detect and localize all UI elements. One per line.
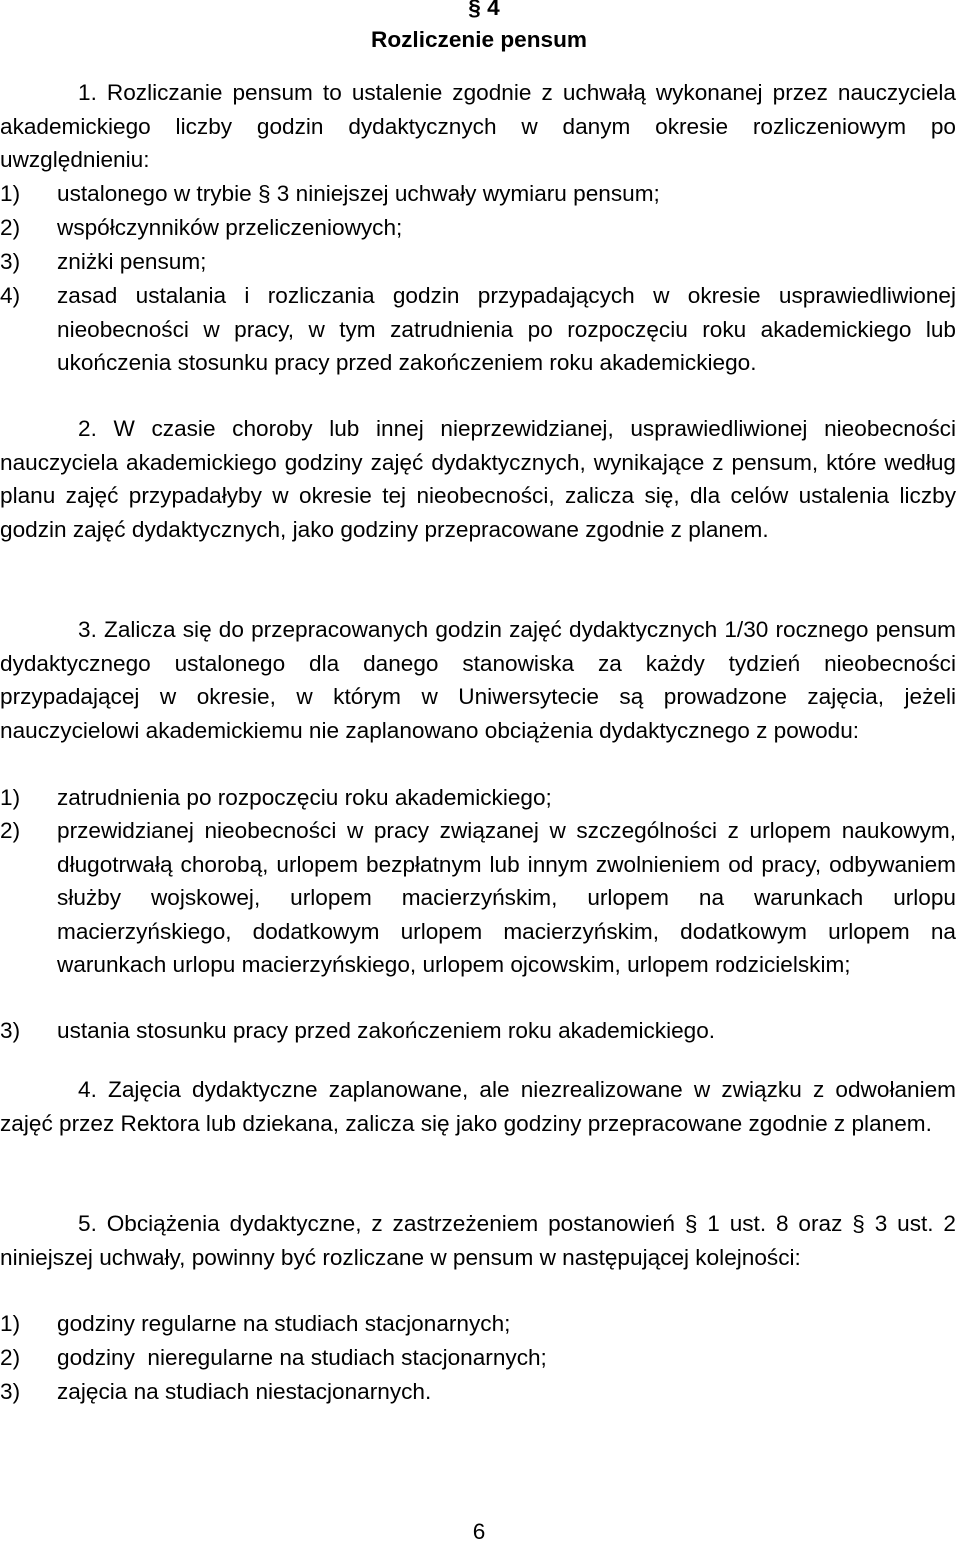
paragraph-3-text: 3. Zalicza się do przepracowanych godzin zajęć dydaktycznych 1/30 rocznego pensum dydaktycznego ustalonego dla danego stanowiska za każdy tydzień nieobecności przypadającej w okresie, w którym w Uniwersytecie są prowadzone zajęcia, jeżeli nauczycielowi akademickiemu nie zaplanowano obciążenia dydaktycznego z powodu: [0,617,956,743]
paragraph-4 [0,1073,956,1140]
section-title: Rozliczenie pensum [371,27,587,52]
list-item: 1) ustalonego w trybie § 3 niniejszej uchwały wymiaru pensum; [0,181,660,206]
paragraph-1 [0,76,956,177]
list-item: 3) zajęcia na studiach niestacjonarnych. [0,1379,432,1404]
paragraph-5 [0,1207,956,1274]
paragraph-5-text: 5. Obciążenia dydaktyczne, z zastrzeżeniem postanowień § 1 ust. 8 oraz § 3 ust. 2 niniejszej uchwały, powinny być rozliczane w pensum w następującej kolejności: [0,1211,956,1270]
list-item: 3) ustania stosunku pracy przed zakończeniem roku akademickiego. [0,1018,716,1043]
paragraph-3 [0,613,956,747]
list-item: 2) współczynników przeliczeniowych; [0,215,403,240]
list-item: 3) zniżki pensum; [0,249,207,274]
paragraph-4-text: 4. Zajęcia dydaktyczne zaplanowane, ale niezrealizowane w związku z odwołaniem zajęć przez Rektora lub dziekana, zalicza się jako godziny przepracowane zgodnie z planem. [0,1077,956,1136]
list-item: 4) zasad ustalania i rozliczania godzin przypadających w okresie usprawiedliwionej nieobecności w pracy, w tym zatrudnienia po rozpoczęciu roku akademickiego lub ukończenia stosunku pracy przed zakończeniem roku akademickiego. [0,283,956,376]
list-item: 1) godziny regularne na studiach stacjonarnych; [0,1311,511,1336]
list-item: 2) przewidzianej nieobecności w pracy związanej w szczególności z urlopem naukowym, długotrwałą chorobą, urlopem bezpłatnym lub innym zwolnieniem od pracy, odbywaniem służby wojskowej, urlopem macierzyńskim, urlopem na warunkach urlopu macierzyńskiego, dodatkowym urlopem macierzyńskim, dodatkowym urlopem na warunkach urlopu macierzyńskiego, urlopem ojcowskim, urlopem rodzicielskim; [0,818,956,978]
list-item: 1) zatrudnienia po rozpoczęciu roku akademickiego; [0,785,552,810]
paragraph-2-text: 2. W czasie choroby lub innej nieprzewidzianej, usprawiedliwionej nieobecności nauczyciela akademickiego godziny zajęć dydaktycznych, wynikające z pensum, które według planu zajęć przypadałyby w okresie tej nieobecności, zalicza się, dla celów ustalenia liczby godzin zajęć dydaktycznych, jako godziny przepracowane zgodnie z planem. [0,416,956,542]
paragraph-2 [0,412,956,546]
list-item: 2) godziny nieregularne na studiach stacjonarnych; [0,1345,547,1370]
paragraph-1-text: 1. Rozliczanie pensum to ustalenie zgodnie z uchwałą wykonanej przez nauczyciela akademickiego liczby godzin dydaktycznych w danym okresie rozliczeniowym po uwzględnieniu: [0,80,956,173]
page-number: 6 [472,1519,486,1544]
section-number: § 4 [468,0,500,20]
